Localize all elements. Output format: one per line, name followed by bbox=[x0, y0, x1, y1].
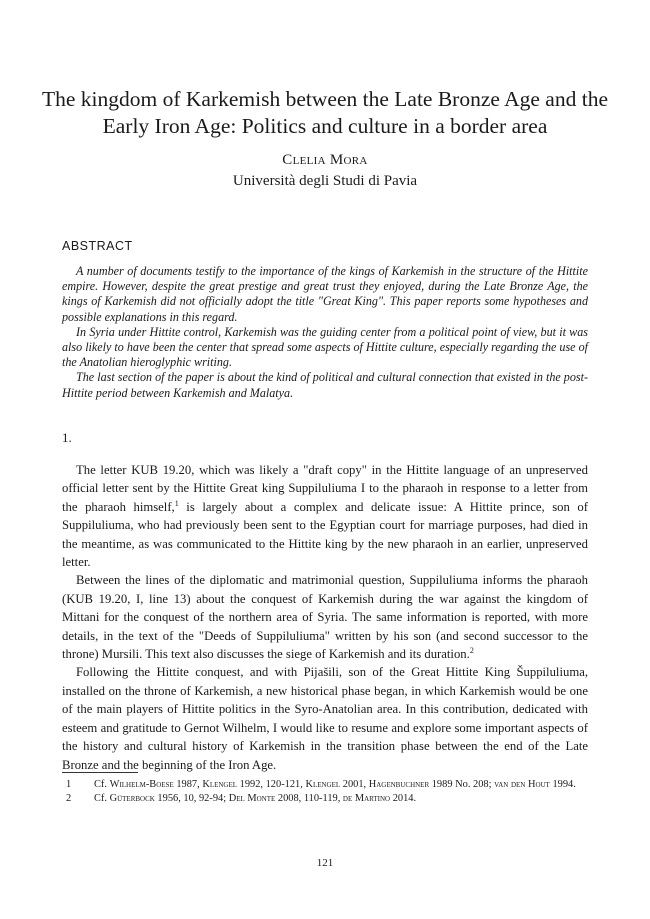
footnote-text: 1992, 120-121, bbox=[237, 779, 306, 790]
body-paragraph: Following the Hittite conquest, and with Pijašili, son of the Great Hittite King Šuppiluliuma, installed on the throne of Karkemish, a new historical phase began, in which Karkemish would be one of the main players of Hittite politics in the Syro-Anatolian area. In this contribution, dedicated with esteem and gratitude to Gernot Wilhelm, I would like to resume and explore some important aspects of the history and cultural history of Karkemish in the transition phase between the end of the Late Bronze and the beginning of the Iron Age. bbox=[62, 665, 588, 772]
footnote-author: Klengel bbox=[202, 779, 238, 790]
abstract-paragraph: A number of documents testify to the importance of the kings of Karkemish in the structure of the Hittite empire. However, despite the great prestige and great trust they enjoyed, during the Late Bronze Age, the kings of Karkemish did not officially adopt the title "Great King". This paper reports some hypotheses and possible explanations in this regard. bbox=[62, 264, 588, 324]
footnotes bbox=[62, 778, 588, 806]
page-number: 121 bbox=[316, 857, 334, 869]
abstract-paragraph: The last section of the paper is about the kind of political and cultural connection that existed in the post-Hittite period between Karkemish and Malatya. bbox=[62, 370, 588, 400]
footnote-text: 1989 No. 208; bbox=[429, 779, 495, 790]
footnote-text: 2014. bbox=[390, 793, 417, 804]
section-number: 1. bbox=[62, 430, 72, 445]
body-text-run: Between the lines of the diplomatic and matrimonial question, Suppiluliuma informs the pharaoh (KUB 19.20, I, line 13) about the conquest of Karkemish during the war against the kingdom of Mittani for the conquest of the northern area of Syria. The same information is reported, with more details, in the text of the "Deeds of Suppiluliuma" written by his son (and second successor to the throne) Mursili. This text also discusses the siege of Karkemish and its duration. bbox=[62, 573, 588, 662]
footnote-author: Hagenbuchner bbox=[368, 779, 430, 790]
footnote-author: Wilhelm-Boese bbox=[109, 779, 174, 790]
footnote-author: Del Monte bbox=[228, 793, 276, 804]
footnote-author: Klengel bbox=[305, 779, 341, 790]
author-affiliation: Università degli Studi di Pavia bbox=[232, 173, 418, 189]
footnote-number: 2 bbox=[66, 793, 72, 804]
body-text-run: is largely about a complex and delicate issue: A Hittite prince, son of Suppiluliuma, who had previously been sent to the Egyptian court for marriage purposes, had died in the meantime, as was communicated to the Hittite king by the new pharaoh in an earlier, unpreserved letter. bbox=[62, 499, 589, 570]
title-line-1: The kingdom of Karkemish between the Late Bronze Age and the bbox=[42, 87, 608, 111]
footnote-author: de Martino bbox=[342, 793, 391, 804]
author-block bbox=[0, 150, 650, 192]
footnote-number: 1 bbox=[66, 779, 72, 790]
body-paragraph bbox=[62, 571, 588, 663]
abstract-heading: ABSTRACT bbox=[62, 239, 133, 253]
abstract-paragraph: In Syria under Hittite control, Karkemish was the guiding center from a political point of view, but it was also likely to have been the center that spread some aspects of Hittite culture, especially regarding the use of the Anatolian hieroglyphic writing. bbox=[62, 324, 588, 370]
author-name: Clelia Mora bbox=[282, 152, 368, 168]
abstract-text bbox=[62, 264, 588, 401]
footnote bbox=[62, 778, 588, 792]
footnote-text: Cf. bbox=[94, 793, 110, 804]
paper-title bbox=[40, 86, 610, 140]
title-line-2: Early Iron Age: Politics and culture in a border area bbox=[102, 114, 548, 138]
body-text bbox=[62, 461, 588, 774]
body-text-run: The letter KUB 19.20, which was likely a "draft copy" in the Hittite language of an unpreserved official letter sent by the Hittite Great king Suppiluliuma I to the pharaoh in response to a letter from the pharaoh himself, bbox=[62, 463, 588, 514]
footnote-ref-2[interactable]: 2 bbox=[469, 646, 474, 656]
footnote-text: 1994. bbox=[549, 779, 576, 790]
footnote-text: 2008, 110-119, bbox=[275, 793, 343, 804]
footnote-text: 1956, 10, 92-94; bbox=[154, 793, 229, 804]
footnote-text: 2001, bbox=[340, 779, 369, 790]
footnote-author: van den Hout bbox=[494, 779, 550, 790]
footnote-author: Güterbock bbox=[109, 793, 155, 804]
footnote-divider bbox=[62, 772, 138, 773]
footnote-text: Cf. bbox=[94, 779, 110, 790]
footnote-text: 1987, bbox=[173, 779, 203, 790]
footnote bbox=[62, 792, 588, 806]
body-paragraph bbox=[62, 461, 588, 571]
footnote-ref-1[interactable]: 1 bbox=[174, 498, 179, 508]
